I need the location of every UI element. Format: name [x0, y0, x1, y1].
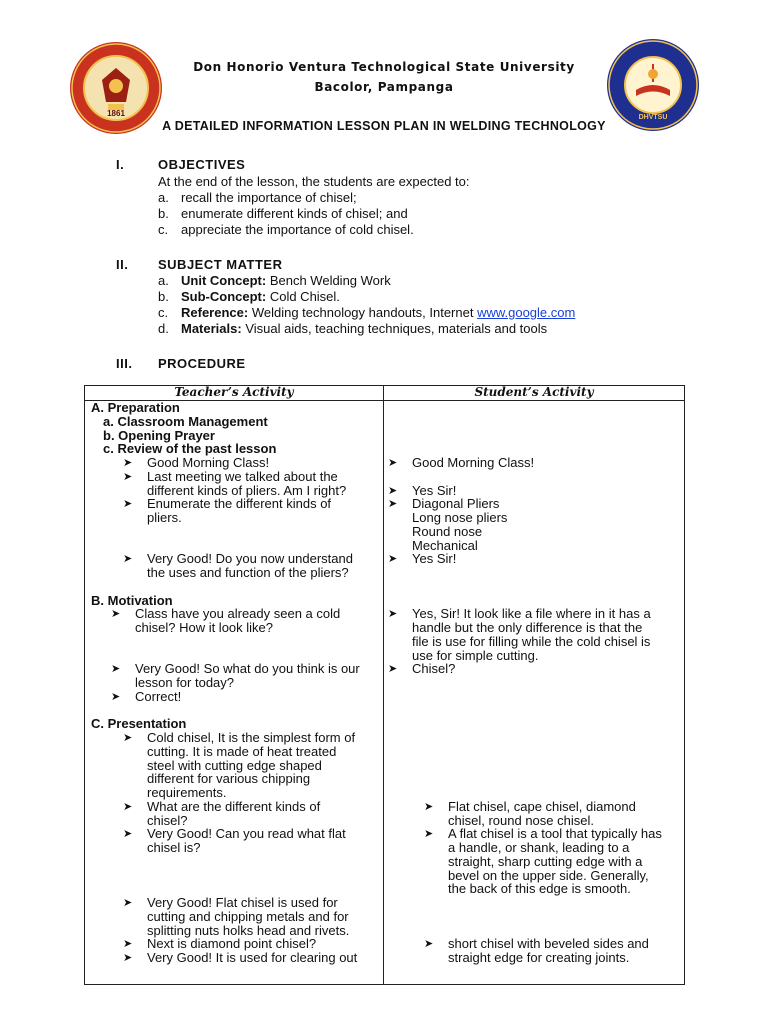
teacher-activity-line: requirements.: [147, 785, 227, 800]
student-activity-line: Yes Sir!: [412, 551, 457, 567]
university-name: Don Honorio Ventura Technological State University: [193, 60, 575, 74]
item-label: Unit Concept:: [181, 273, 267, 288]
teacher-activity-line: Last meeting we talked about the: [147, 468, 338, 484]
teacher-activity-line: Cold chisel, It is the simplest form of: [147, 730, 356, 745]
item-marker: c.: [158, 222, 169, 237]
teacher-activity-line: b. Opening Prayer: [103, 427, 215, 443]
bullet-arrow-icon: ➤: [111, 690, 121, 703]
bullet-arrow-icon: ➤: [388, 457, 398, 469]
teacher-activity-line: steel with cutting edge shaped: [147, 757, 322, 773]
teacher-activity-line: cutting and chipping metals and for: [147, 908, 349, 924]
teacher-activity-line: chisel is?: [147, 840, 201, 855]
college-logo-bottom-text: DHVTSU: [638, 114, 668, 121]
section-objectives-heading: [116, 157, 245, 172]
subject-item: [158, 305, 575, 320]
subject-item: [158, 273, 391, 288]
student-activity-line: handle but the only difference is that the: [412, 620, 643, 635]
teacher-activity-line: Correct!: [135, 688, 182, 704]
section-procedure-heading: [116, 356, 246, 371]
item-text: appreciate the importance of cold chisel.: [181, 222, 414, 237]
item-text: recall the importance of chisel;: [181, 190, 357, 205]
bullet-arrow-icon: ➤: [123, 732, 133, 744]
item-marker: c.: [158, 305, 169, 320]
bullet-arrow-icon: ➤: [388, 608, 398, 621]
university-location: Bacolor, Pampanga: [314, 80, 454, 94]
teacher-activity-line: Enumerate the different kinds of: [147, 496, 332, 512]
item-label: Reference:: [181, 305, 249, 320]
item-marker: a.: [158, 273, 169, 288]
teacher-activity-line: Very Good! It is used for clearing out: [147, 950, 358, 965]
item-text: Bench Welding Work: [266, 273, 391, 288]
student-activity-line: file is use for filling while the cold chisel is: [412, 633, 651, 649]
student-activity-line: Chisel?: [412, 661, 456, 677]
bullet-arrow-icon: ➤: [111, 608, 121, 621]
student-activity-line: Yes Sir!: [412, 482, 457, 498]
bullet-arrow-icon: ➤: [123, 828, 133, 841]
student-activity-line: Long nose pliers: [412, 510, 508, 525]
item-marker: b.: [158, 289, 169, 304]
student-activity-line: Good Morning Class!: [412, 455, 535, 470]
bullet-arrow-icon: ➤: [111, 663, 121, 676]
subject-item: [158, 289, 340, 304]
student-activity-line: chisel, round nose chisel.: [448, 812, 594, 828]
section-title: SUBJECT MATTER: [158, 257, 283, 272]
bullet-arrow-icon: ➤: [123, 938, 133, 951]
item-text: Welding technology handouts, Internet: [248, 305, 478, 320]
student-activity-line: use for simple cutting.: [412, 647, 539, 663]
teacher-activity-line: chisel? How it look like?: [135, 620, 274, 635]
teacher-activity-line: lesson for today?: [135, 675, 235, 690]
bullet-arrow-icon: ➤: [388, 498, 398, 511]
item-text: Cold Chisel.: [266, 289, 340, 304]
teacher-activity-line: Very Good! Do you now understand: [147, 551, 353, 567]
student-activity-line: short chisel with beveled sides and: [448, 936, 649, 952]
teacher-activity-line: What are the different kinds of: [147, 798, 321, 814]
teacher-activity-line: Class have you already seen a cold: [135, 606, 341, 622]
student-activity-line: Flat chisel, cape chisel, diamond: [448, 798, 636, 814]
bullet-arrow-icon: ➤: [123, 897, 133, 909]
student-activity-line: A flat chisel is a tool that typically has: [448, 826, 662, 842]
objectives-intro: At the end of the lesson, the students are expected to:: [158, 174, 470, 189]
teacher-activity-line: the uses and function of the pliers?: [147, 565, 349, 580]
section-number: III.: [116, 356, 133, 371]
item-text: Visual aids, teaching techniques, materials and tools: [241, 321, 548, 336]
teacher-activity-line: pliers.: [147, 510, 182, 525]
teacher-activity-line: B. Motivation: [91, 592, 173, 608]
teacher-activity-line: splitting nuts holks head and rivets.: [147, 922, 350, 938]
section-title: OBJECTIVES: [158, 157, 246, 172]
item-text: enumerate different kinds of chisel; and: [181, 206, 408, 221]
section-subject-matter-heading: [116, 257, 282, 272]
student-activity-line: Mechanical: [412, 537, 478, 553]
teacher-activity-line: Very Good! Flat chisel is used for: [147, 895, 338, 910]
bullet-arrow-icon: ➤: [424, 828, 434, 841]
student-activity-line: straight edge for creating joints.: [448, 950, 630, 965]
item-marker: d.: [158, 321, 169, 336]
objective-item: [158, 206, 408, 221]
reference-link[interactable]: www.google.com: [477, 305, 576, 320]
activity-table: [84, 385, 685, 985]
bullet-arrow-icon: ➤: [123, 800, 133, 813]
teacher-activity-line: Very Good! Can you read what flat: [147, 826, 346, 842]
student-activity-line: the back of this edge is smooth.: [448, 881, 631, 897]
student-activity-line: Diagonal Pliers: [412, 496, 500, 512]
item-marker: b.: [158, 206, 169, 221]
bullet-arrow-icon: ➤: [123, 470, 133, 483]
bullet-arrow-icon: ➤: [123, 498, 133, 511]
teacher-activity-line: cutting. It is made of heat treated: [147, 743, 337, 759]
teacher-activity-line: a. Classroom Management: [103, 413, 268, 429]
student-activity-line: bevel on the upper side. Generally,: [448, 867, 649, 883]
item-label: Materials:: [181, 321, 242, 336]
student-activity-line: a handle, or shank, leading to a: [448, 840, 630, 855]
bullet-arrow-icon: ➤: [123, 457, 133, 469]
objective-item: [158, 190, 357, 205]
teacher-activity-header: Teacher’s Activity: [174, 385, 294, 399]
bullet-arrow-icon: ➤: [388, 484, 398, 497]
item-marker: a.: [158, 190, 169, 205]
section-number: II.: [116, 257, 129, 272]
student-activity-line: straight, sharp cutting edge with a: [448, 853, 643, 869]
subject-item: [158, 321, 547, 336]
bullet-arrow-icon: ➤: [123, 553, 133, 566]
section-number: I.: [116, 157, 125, 172]
teacher-activity-line: different for various chipping: [147, 771, 311, 787]
bullet-arrow-icon: ➤: [424, 938, 434, 951]
section-title: PROCEDURE: [158, 356, 246, 371]
teacher-activity-line: chisel?: [147, 812, 188, 828]
teacher-activity-line: Next is diamond point chisel?: [147, 936, 317, 952]
bullet-arrow-icon: ➤: [123, 952, 133, 964]
bullet-arrow-icon: ➤: [388, 663, 398, 676]
teacher-activity-line: C. Presentation: [91, 716, 187, 732]
teacher-activity-line: Good Morning Class!: [147, 455, 270, 470]
bullet-arrow-icon: ➤: [424, 800, 434, 813]
teacher-activity-line: Very Good! So what do you think is our: [135, 661, 360, 677]
bullet-arrow-icon: ➤: [388, 553, 398, 566]
teacher-activity-line: A. Preparation: [91, 400, 180, 415]
item-label: Sub-Concept:: [181, 289, 267, 304]
student-activity-line: Round nose: [412, 523, 483, 539]
student-activity-header: Student’s Activity: [474, 385, 594, 399]
column-divider: [383, 386, 384, 984]
document-title: A DETAILED INFORMATION LESSON PLAN IN WELDING TECHNOLOGY: [162, 119, 606, 133]
seal-year: 1861: [107, 109, 125, 118]
student-activity-line: Yes, Sir! It look like a file where in it has a: [412, 606, 651, 622]
objective-item: [158, 222, 414, 237]
teacher-activity-line: different kinds of pliers. Am I right?: [147, 482, 347, 498]
teacher-activity-line: c. Review of the past lesson: [103, 441, 277, 457]
